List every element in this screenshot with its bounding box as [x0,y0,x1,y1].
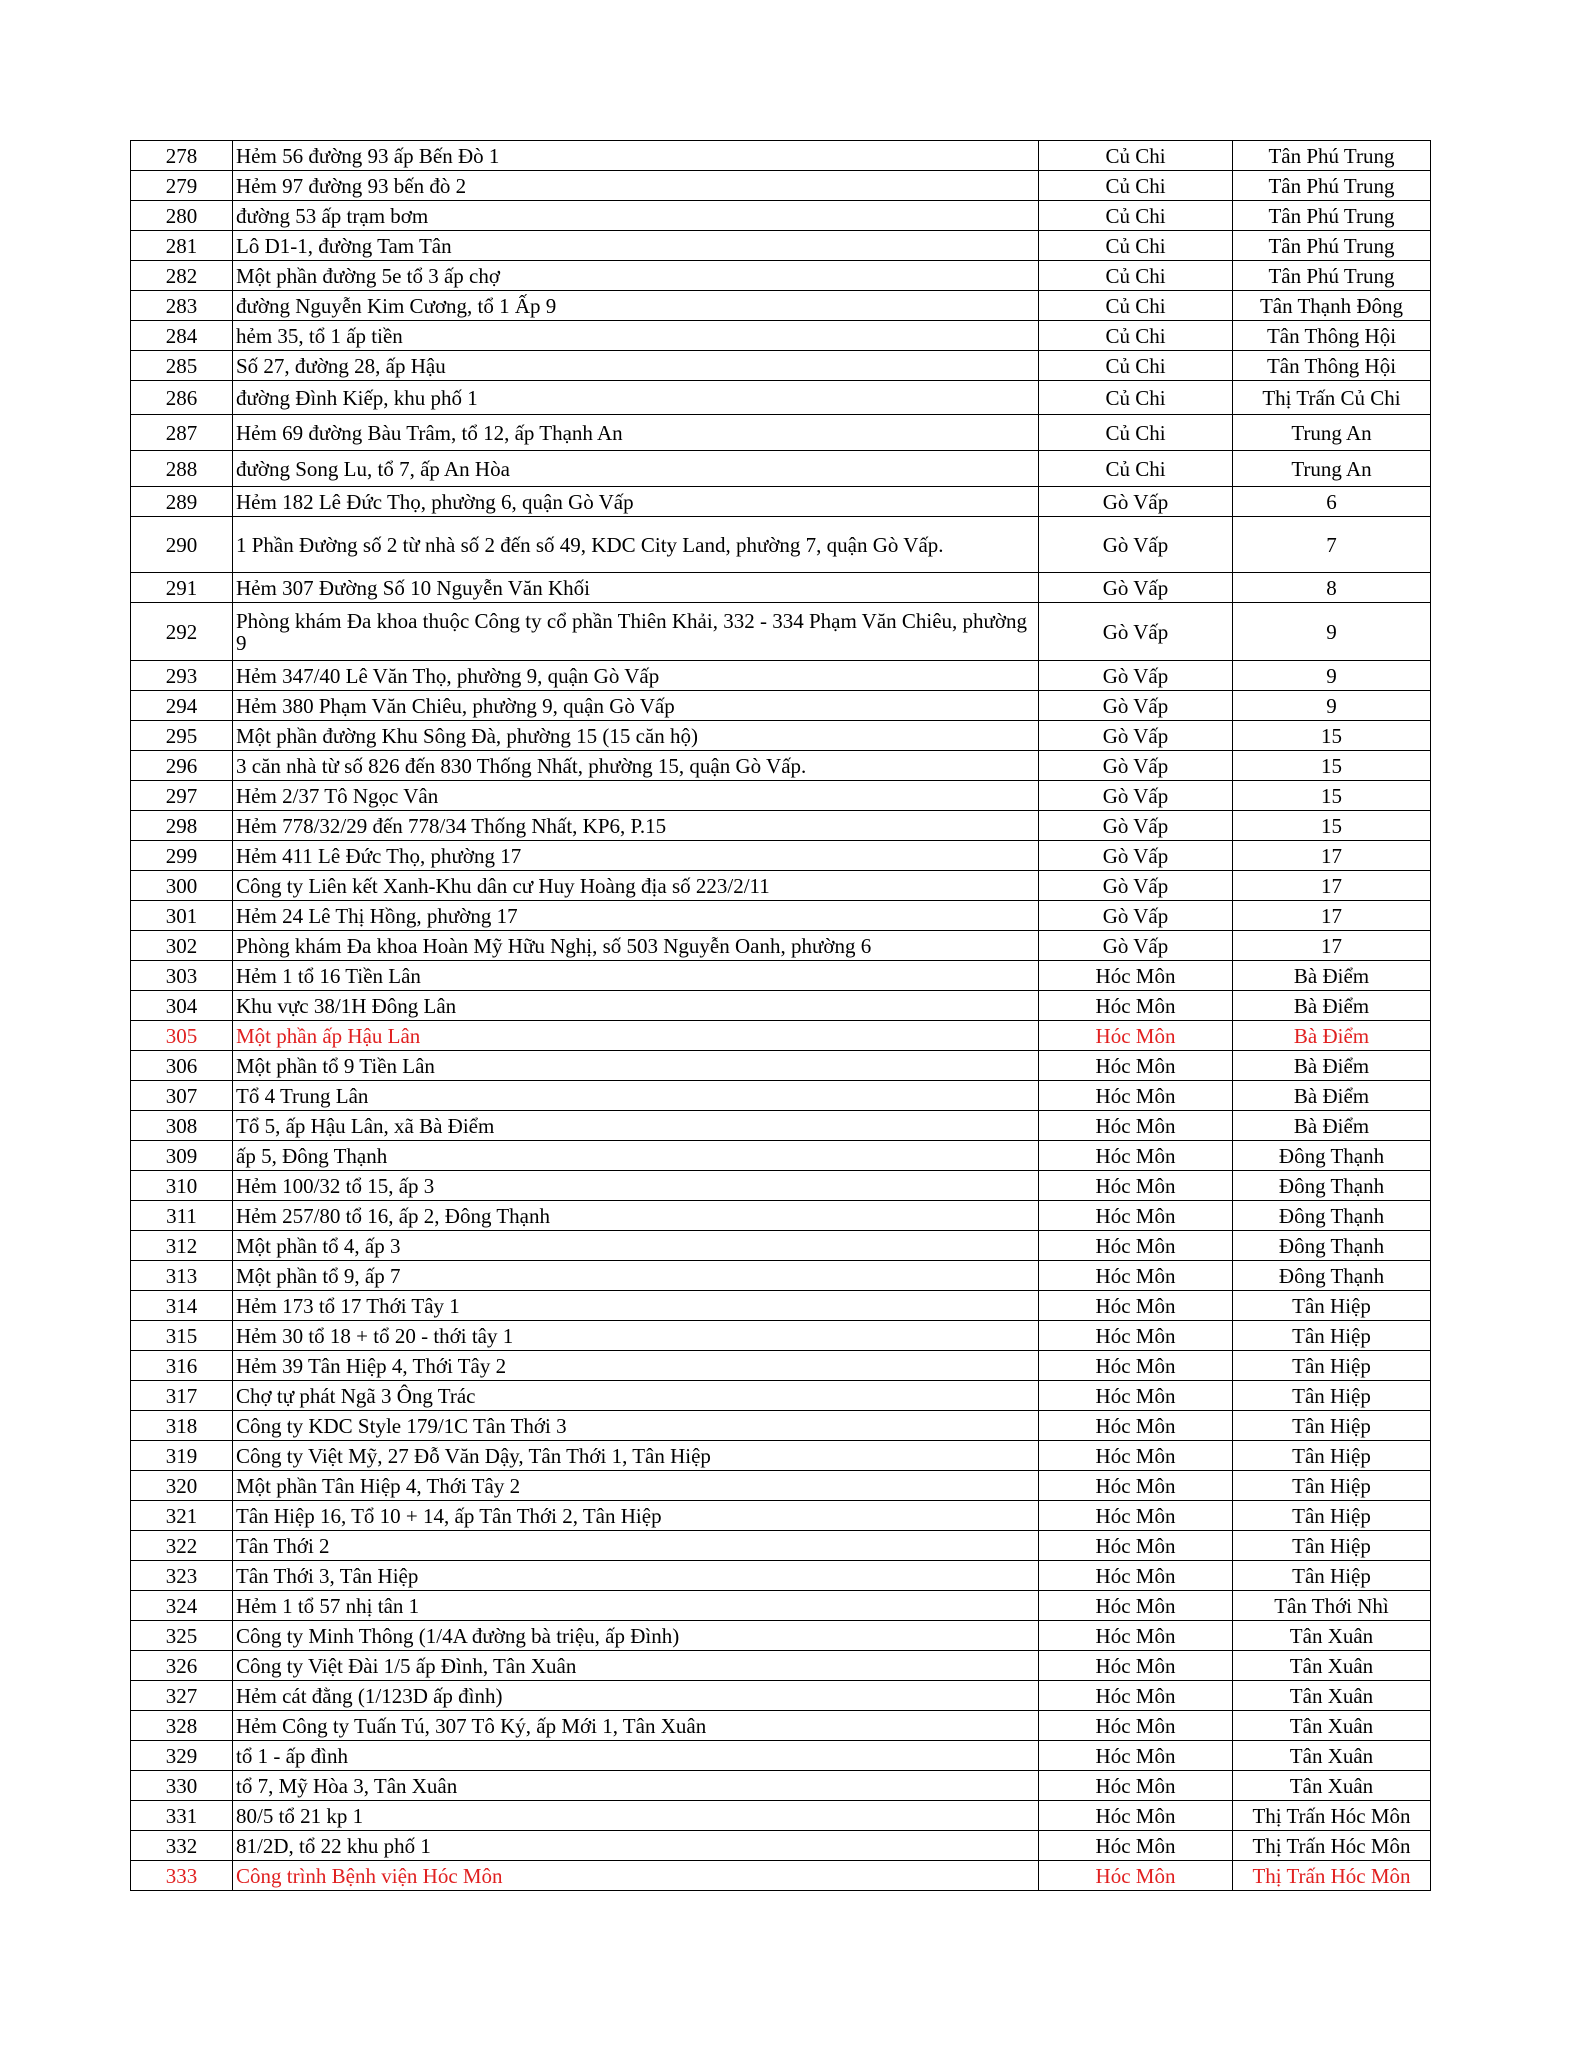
address-cell: đường 53 ấp trạm bơm [233,201,1039,231]
row-number-cell: 291 [131,573,233,603]
row-number-cell: 280 [131,201,233,231]
district-cell: Hóc Môn [1039,1411,1233,1441]
district-cell: Củ Chi [1039,381,1233,415]
district-cell: Củ Chi [1039,351,1233,381]
table-row [131,1441,1431,1471]
table-row [131,261,1431,291]
district-cell: Gò Vấp [1039,871,1233,901]
table-row [131,961,1431,991]
table-row [131,141,1431,171]
address-cell: Hẻm Công ty Tuấn Tú, 307 Tô Ký, ấp Mới 1, Tân Xuân [233,1711,1039,1741]
address-cell: Hẻm 257/80 tổ 16, ấp 2, Đông Thạnh [233,1201,1039,1231]
district-cell: Hóc Môn [1039,1861,1233,1891]
table-row [131,415,1431,451]
ward-cell: Tân Hiệp [1233,1441,1431,1471]
address-cell: Hẻm 1 tổ 16 Tiền Lân [233,961,1039,991]
ward-cell: 17 [1233,871,1431,901]
row-number-cell: 326 [131,1651,233,1681]
table-row [131,1561,1431,1591]
address-cell: Một phần tổ 9, ấp 7 [233,1261,1039,1291]
row-number-cell: 329 [131,1741,233,1771]
table-row [131,231,1431,261]
table-row [131,1681,1431,1711]
ward-cell: Thị Trấn Hóc Môn [1233,1801,1431,1831]
district-cell: Hóc Môn [1039,1321,1233,1351]
row-number-cell: 299 [131,841,233,871]
row-number-cell: 302 [131,931,233,961]
address-cell: Một phần tổ 9 Tiền Lân [233,1051,1039,1081]
address-cell: Hẻm cát đằng (1/123D ấp đình) [233,1681,1039,1711]
address-cell: Hẻm 182 Lê Đức Thọ, phường 6, quận Gò Vấp [233,487,1039,517]
table-row [131,661,1431,691]
table-row [131,487,1431,517]
address-cell: Công ty Việt Mỹ, 27 Đỗ Văn Dậy, Tân Thới 1, Tân Hiệp [233,1441,1039,1471]
row-number-cell: 286 [131,381,233,415]
district-cell: Củ Chi [1039,231,1233,261]
district-cell: Gò Vấp [1039,931,1233,961]
table-row [131,1591,1431,1621]
row-number-cell: 317 [131,1381,233,1411]
address-cell: Hẻm 56 đường 93 ấp Bến Đò 1 [233,141,1039,171]
address-cell: Hẻm 100/32 tổ 15, ấp 3 [233,1171,1039,1201]
row-number-cell: 282 [131,261,233,291]
address-cell: 3 căn nhà từ số 826 đến 830 Thống Nhất, phường 15, quận Gò Vấp. [233,751,1039,781]
table-row [131,1291,1431,1321]
ward-cell: Tân Xuân [1233,1741,1431,1771]
district-cell: Gò Vấp [1039,487,1233,517]
address-cell: Hẻm 30 tổ 18 + tổ 20 - thới tây 1 [233,1321,1039,1351]
district-cell: Hóc Môn [1039,1801,1233,1831]
district-cell: Hóc Môn [1039,1741,1233,1771]
ward-cell: Tân Hiệp [1233,1531,1431,1561]
row-number-cell: 330 [131,1771,233,1801]
district-cell: Gò Vấp [1039,901,1233,931]
address-cell: Hẻm 39 Tân Hiệp 4, Thới Tây 2 [233,1351,1039,1381]
ward-cell: 7 [1233,517,1431,573]
table-row [131,1111,1431,1141]
district-cell: Củ Chi [1039,171,1233,201]
table-row [131,1531,1431,1561]
district-cell: Hóc Môn [1039,1591,1233,1621]
ward-cell: Đông Thạnh [1233,1231,1431,1261]
district-cell: Hóc Môn [1039,1711,1233,1741]
table-row [131,1261,1431,1291]
ward-cell: Bà Điểm [1233,991,1431,1021]
row-number-cell: 314 [131,1291,233,1321]
row-number-cell: 310 [131,1171,233,1201]
district-cell: Gò Vấp [1039,661,1233,691]
address-cell: Lô D1-1, đường Tam Tân [233,231,1039,261]
ward-cell: Thị Trấn Củ Chi [1233,381,1431,415]
address-cell: Tân Thới 2 [233,1531,1039,1561]
table-row [131,1771,1431,1801]
address-table [130,140,1431,1891]
ward-cell: Tân Xuân [1233,1771,1431,1801]
ward-cell: Tân Thới Nhì [1233,1591,1431,1621]
table-row [131,1621,1431,1651]
address-cell: Hẻm 778/32/29 đến 778/34 Thống Nhất, KP6, P.15 [233,811,1039,841]
address-cell: Hẻm 173 tổ 17 Thới Tây 1 [233,1291,1039,1321]
address-cell: Công ty Minh Thông (1/4A đường bà triệu, ấp Đình) [233,1621,1039,1651]
table-row [131,1351,1431,1381]
address-cell: Công trình Bệnh viện Hóc Môn [233,1861,1039,1891]
row-number-cell: 312 [131,1231,233,1261]
ward-cell: Đông Thạnh [1233,1201,1431,1231]
ward-cell: Tân Phú Trung [1233,171,1431,201]
address-cell: Hẻm 307 Đường Số 10 Nguyễn Văn Khối [233,573,1039,603]
table-row [131,1411,1431,1441]
table-row [131,201,1431,231]
district-cell: Củ Chi [1039,141,1233,171]
table-row [131,1081,1431,1111]
address-cell: Chợ tự phát Ngã 3 Ông Trác [233,1381,1039,1411]
address-cell: đường Đình Kiếp, khu phố 1 [233,381,1039,415]
row-number-cell: 303 [131,961,233,991]
address-cell: Một phần ấp Hậu Lân [233,1021,1039,1051]
table-row [131,781,1431,811]
row-number-cell: 297 [131,781,233,811]
ward-cell: Tân Phú Trung [1233,261,1431,291]
address-cell: Hẻm 69 đường Bàu Trâm, tổ 12, ấp Thạnh An [233,415,1039,451]
ward-cell: Tân Hiệp [1233,1381,1431,1411]
ward-cell: Tân Hiệp [1233,1501,1431,1531]
ward-cell: 9 [1233,661,1431,691]
address-cell: Hẻm 347/40 Lê Văn Thọ, phường 9, quận Gò Vấp [233,661,1039,691]
district-cell: Hóc Môn [1039,961,1233,991]
row-number-cell: 281 [131,231,233,261]
row-number-cell: 333 [131,1861,233,1891]
row-number-cell: 309 [131,1141,233,1171]
table-row [131,1201,1431,1231]
district-cell: Hóc Môn [1039,1531,1233,1561]
ward-cell: Trung An [1233,451,1431,487]
district-cell: Hóc Môn [1039,1651,1233,1681]
row-number-cell: 319 [131,1441,233,1471]
ward-cell: Tân Xuân [1233,1681,1431,1711]
district-cell: Hóc Môn [1039,1621,1233,1651]
row-number-cell: 325 [131,1621,233,1651]
district-cell: Gò Vấp [1039,751,1233,781]
ward-cell: Tân Phú Trung [1233,141,1431,171]
address-cell: Công ty KDC Style 179/1C Tân Thới 3 [233,1411,1039,1441]
table-row [131,1801,1431,1831]
table-row [131,381,1431,415]
ward-cell: Thị Trấn Hóc Môn [1233,1861,1431,1891]
address-cell: đường Nguyễn Kim Cương, tổ 1 Ấp 9 [233,291,1039,321]
table-row [131,811,1431,841]
row-number-cell: 305 [131,1021,233,1051]
address-cell: Hẻm 411 Lê Đức Thọ, phường 17 [233,841,1039,871]
ward-cell: Tân Thông Hội [1233,351,1431,381]
address-cell: Công ty Việt Đài 1/5 ấp Đình, Tân Xuân [233,1651,1039,1681]
ward-cell: Trung An [1233,415,1431,451]
table-row [131,171,1431,201]
ward-cell: 15 [1233,781,1431,811]
table-row [131,871,1431,901]
ward-cell: Tân Hiệp [1233,1411,1431,1441]
table-row [131,573,1431,603]
ward-cell: Tân Phú Trung [1233,201,1431,231]
table-row [131,1741,1431,1771]
row-number-cell: 306 [131,1051,233,1081]
district-cell: Hóc Môn [1039,1501,1233,1531]
table-row [131,721,1431,751]
address-cell: Một phần tổ 4, ấp 3 [233,1231,1039,1261]
ward-cell: Tân Xuân [1233,1621,1431,1651]
row-number-cell: 304 [131,991,233,1021]
address-cell: tổ 7, Mỹ Hòa 3, Tân Xuân [233,1771,1039,1801]
row-number-cell: 293 [131,661,233,691]
row-number-cell: 320 [131,1471,233,1501]
row-number-cell: 331 [131,1801,233,1831]
row-number-cell: 284 [131,321,233,351]
address-cell: tổ 1 - ấp đình [233,1741,1039,1771]
row-number-cell: 298 [131,811,233,841]
row-number-cell: 295 [131,721,233,751]
table-row [131,841,1431,871]
district-cell: Gò Vấp [1039,781,1233,811]
row-number-cell: 328 [131,1711,233,1741]
ward-cell: Tân Xuân [1233,1711,1431,1741]
ward-cell: Tân Thạnh Đông [1233,291,1431,321]
address-cell: Tân Thới 3, Tân Hiệp [233,1561,1039,1591]
row-number-cell: 287 [131,415,233,451]
ward-cell: 15 [1233,811,1431,841]
district-cell: Hóc Môn [1039,1561,1233,1591]
ward-cell: 6 [1233,487,1431,517]
row-number-cell: 332 [131,1831,233,1861]
district-cell: Hóc Môn [1039,1051,1233,1081]
table-row [131,1381,1431,1411]
table-row [131,1711,1431,1741]
ward-cell: 15 [1233,751,1431,781]
ward-cell: Bà Điểm [1233,1051,1431,1081]
table-row [131,931,1431,961]
ward-cell: 15 [1233,721,1431,751]
ward-cell: Đông Thạnh [1233,1171,1431,1201]
ward-cell: Tân Hiệp [1233,1321,1431,1351]
table-row [131,751,1431,781]
table-row [131,1651,1431,1681]
district-cell: Củ Chi [1039,201,1233,231]
address-cell: 80/5 tổ 21 kp 1 [233,1801,1039,1831]
table-row [131,1231,1431,1261]
row-number-cell: 279 [131,171,233,201]
table-row [131,1831,1431,1861]
district-cell: Hóc Môn [1039,1171,1233,1201]
ward-cell: Bà Điểm [1233,961,1431,991]
table-row [131,321,1431,351]
district-cell: Gò Vấp [1039,573,1233,603]
row-number-cell: 296 [131,751,233,781]
ward-cell: Tân Thông Hội [1233,321,1431,351]
district-cell: Hóc Môn [1039,1111,1233,1141]
table-row [131,1021,1431,1051]
district-cell: Hóc Môn [1039,1471,1233,1501]
row-number-cell: 278 [131,141,233,171]
address-cell: 81/2D, tổ 22 khu phố 1 [233,1831,1039,1861]
district-cell: Hóc Môn [1039,1831,1233,1861]
ward-cell: Thị Trấn Hóc Môn [1233,1831,1431,1861]
row-number-cell: 285 [131,351,233,381]
address-cell: Số 27, đường 28, ấp Hậu [233,351,1039,381]
row-number-cell: 301 [131,901,233,931]
ward-cell: 9 [1233,691,1431,721]
district-cell: Gò Vấp [1039,811,1233,841]
row-number-cell: 318 [131,1411,233,1441]
district-cell: Củ Chi [1039,415,1233,451]
ward-cell: Tân Hiệp [1233,1471,1431,1501]
district-cell: Hóc Môn [1039,1441,1233,1471]
table-row [131,991,1431,1021]
address-cell: Một phần đường 5e tổ 3 ấp chợ [233,261,1039,291]
district-cell: Gò Vấp [1039,721,1233,751]
district-cell: Gò Vấp [1039,691,1233,721]
ward-cell: 8 [1233,573,1431,603]
row-number-cell: 289 [131,487,233,517]
address-cell: ấp 5, Đông Thạnh [233,1141,1039,1171]
address-cell: Hẻm 24 Lê Thị Hồng, phường 17 [233,901,1039,931]
district-cell: Củ Chi [1039,291,1233,321]
table-row [131,1321,1431,1351]
ward-cell: Bà Điểm [1233,1021,1431,1051]
row-number-cell: 300 [131,871,233,901]
row-number-cell: 307 [131,1081,233,1111]
district-cell: Hóc Môn [1039,991,1233,1021]
district-cell: Hóc Môn [1039,1201,1233,1231]
district-cell: Hóc Môn [1039,1681,1233,1711]
district-cell: Hóc Môn [1039,1291,1233,1321]
district-cell: Hóc Môn [1039,1771,1233,1801]
address-cell: Một phần đường Khu Sông Đà, phường 15 (15 căn hộ) [233,721,1039,751]
ward-cell: Tân Hiệp [1233,1561,1431,1591]
row-number-cell: 316 [131,1351,233,1381]
table-row [131,691,1431,721]
row-number-cell: 308 [131,1111,233,1141]
district-cell: Hóc Môn [1039,1081,1233,1111]
district-cell: Gò Vấp [1039,841,1233,871]
district-cell: Củ Chi [1039,451,1233,487]
address-table-body [131,141,1431,1891]
address-cell: đường Song Lu, tổ 7, ấp An Hòa [233,451,1039,487]
row-number-cell: 322 [131,1531,233,1561]
ward-cell: 17 [1233,901,1431,931]
row-number-cell: 311 [131,1201,233,1231]
district-cell: Hóc Môn [1039,1261,1233,1291]
table-row [131,1141,1431,1171]
ward-cell: Đông Thạnh [1233,1141,1431,1171]
row-number-cell: 290 [131,517,233,573]
table-row [131,351,1431,381]
ward-cell: Bà Điểm [1233,1111,1431,1141]
row-number-cell: 323 [131,1561,233,1591]
table-row [131,1861,1431,1891]
address-cell: Khu vực 38/1H Đông Lân [233,991,1039,1021]
table-row [131,603,1431,661]
district-cell: Hóc Môn [1039,1231,1233,1261]
row-number-cell: 315 [131,1321,233,1351]
ward-cell: Tân Hiệp [1233,1291,1431,1321]
address-cell: Hẻm 2/37 Tô Ngọc Vân [233,781,1039,811]
ward-cell: 9 [1233,603,1431,661]
address-cell: Tân Hiệp 16, Tổ 10 + 14, ấp Tân Thới 2, Tân Hiệp [233,1501,1039,1531]
ward-cell: Đông Thạnh [1233,1261,1431,1291]
row-number-cell: 324 [131,1591,233,1621]
ward-cell: Tân Hiệp [1233,1351,1431,1381]
ward-cell: Bà Điểm [1233,1081,1431,1111]
table-row [131,1471,1431,1501]
district-cell: Gò Vấp [1039,517,1233,573]
address-cell: Phòng khám Đa khoa thuộc Công ty cổ phần Thiên Khải, 332 - 334 Phạm Văn Chiêu, phường 9 [233,603,1039,661]
address-cell: Tổ 4 Trung Lân [233,1081,1039,1111]
address-cell: Công ty Liên kết Xanh-Khu dân cư Huy Hoàng địa số 223/2/11 [233,871,1039,901]
district-cell: Gò Vấp [1039,603,1233,661]
district-cell: Hóc Môn [1039,1351,1233,1381]
district-cell: Củ Chi [1039,321,1233,351]
row-number-cell: 313 [131,1261,233,1291]
row-number-cell: 321 [131,1501,233,1531]
district-cell: Hóc Môn [1039,1141,1233,1171]
ward-cell: 17 [1233,841,1431,871]
address-cell: 1 Phần Đường số 2 từ nhà số 2 đến số 49, KDC City Land, phường 7, quận Gò Vấp. [233,517,1039,573]
address-cell: Phòng khám Đa khoa Hoàn Mỹ Hữu Nghị, số 503 Nguyễn Oanh, phường 6 [233,931,1039,961]
district-cell: Hóc Môn [1039,1381,1233,1411]
address-cell: Hẻm 97 đường 93 bến đò 2 [233,171,1039,201]
table-row [131,1171,1431,1201]
table-row [131,451,1431,487]
address-cell: hẻm 35, tổ 1 ấp tiền [233,321,1039,351]
address-cell: Hẻm 380 Phạm Văn Chiêu, phường 9, quận Gò Vấp [233,691,1039,721]
ward-cell: Tân Phú Trung [1233,231,1431,261]
row-number-cell: 283 [131,291,233,321]
address-cell: Tổ 5, ấp Hậu Lân, xã Bà Điểm [233,1111,1039,1141]
table-row [131,1051,1431,1081]
row-number-cell: 294 [131,691,233,721]
ward-cell: 17 [1233,931,1431,961]
table-row [131,291,1431,321]
district-cell: Củ Chi [1039,261,1233,291]
row-number-cell: 288 [131,451,233,487]
ward-cell: Tân Xuân [1233,1651,1431,1681]
address-cell: Hẻm 1 tổ 57 nhị tân 1 [233,1591,1039,1621]
table-row [131,1501,1431,1531]
table-row [131,901,1431,931]
row-number-cell: 327 [131,1681,233,1711]
district-cell: Hóc Môn [1039,1021,1233,1051]
address-cell: Một phần Tân Hiệp 4, Thới Tây 2 [233,1471,1039,1501]
row-number-cell: 292 [131,603,233,661]
table-row [131,517,1431,573]
